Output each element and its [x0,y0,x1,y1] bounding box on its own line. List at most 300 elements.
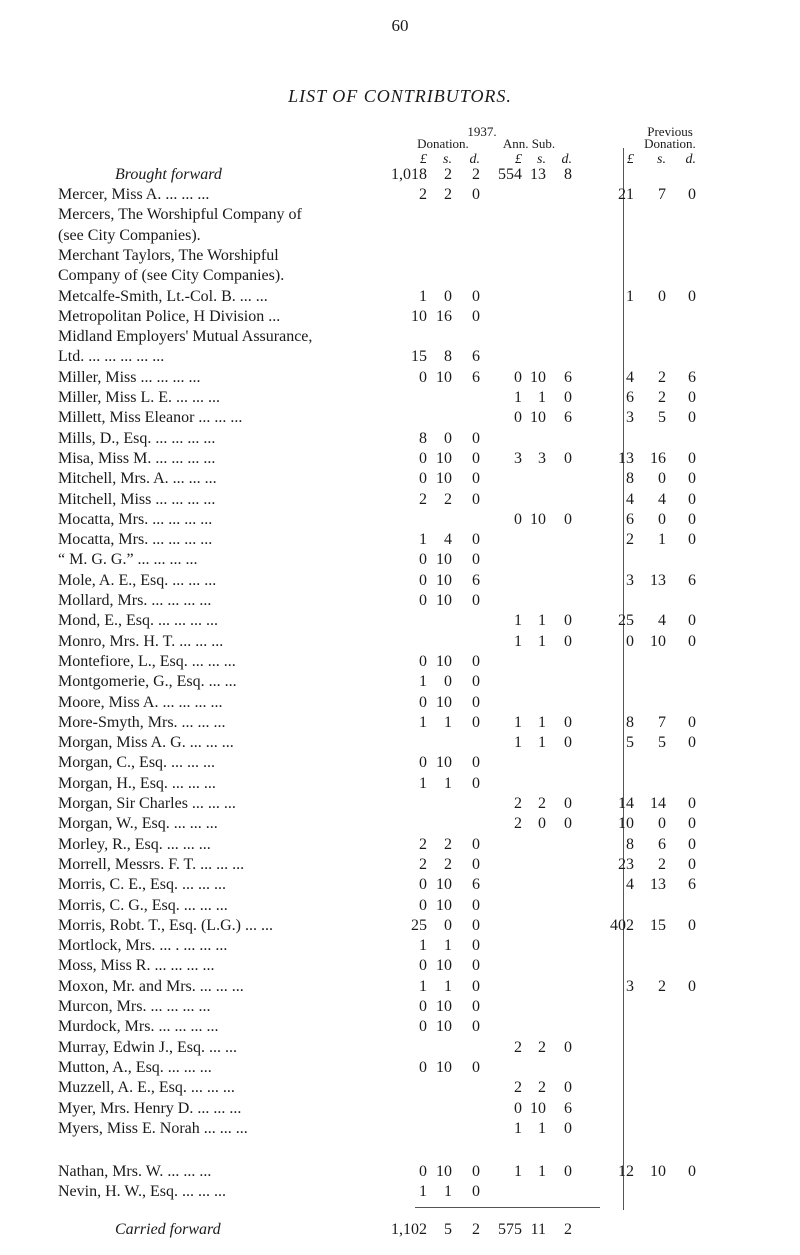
list-item [0,875,800,895]
annsub-shillings: 3 [538,449,546,467]
donation-shillings: 1 [444,977,452,995]
previous-pence: 0 [688,1163,696,1180]
carried-forward-label: Carried forward [115,1221,221,1238]
donation-pence: 6 [472,571,480,589]
donation-pence: 0 [472,592,480,609]
contributor-name: Mond, E., Esq. ... ... ... ... [58,612,218,630]
previous-pence: 0 [688,977,696,995]
previous-shillings: 5 [658,734,666,752]
bf-annsub-pounds: 554 [498,166,522,183]
donation-shillings: 1 [444,774,452,792]
header-previous-donation: Donation. [644,136,696,151]
previous-pence: 0 [688,713,696,731]
page-title: LIST OF CONTRIBUTORS. [288,86,512,106]
annsub-pence: 0 [564,1038,572,1056]
donation-pence: 0 [472,937,480,955]
cf-donation-pounds: 1,102 [391,1221,427,1238]
previous-shillings: 0 [658,287,666,305]
contributor-name: Misa, Miss M. ... ... ... ... [58,449,216,467]
previous-shillings: 4 [658,490,666,508]
annsub-pounds: 1 [514,1119,522,1137]
donation-pounds: 0 [419,957,427,975]
previous-shillings: 1 [658,531,666,549]
annsub-pence: 0 [564,1163,572,1180]
donation-pence: 6 [472,368,480,386]
contributor-name: Myer, Mrs. Henry D. ... ... ... [58,1099,242,1117]
contributor-name: Mercers, The Worshipful Company of [58,206,302,224]
header-ann-sub: Ann. Sub. [502,136,556,151]
previous-pence: 0 [688,510,696,528]
previous-pounds: 4 [626,490,634,508]
previous-pence: 0 [688,795,696,812]
list-item [0,429,800,449]
contributor-name: Mercer, Miss A. ... ... ... [58,186,210,203]
donation-pounds: 0 [419,896,427,914]
previous-pounds: 8 [626,713,634,731]
donation-pounds: 15 [411,348,427,366]
donation-pounds: 1 [419,937,427,955]
previous-pence: 0 [688,490,696,508]
annsub-pence: 0 [564,612,572,630]
contributor-name: Morgan, C., Esq. ... ... ... [58,754,216,772]
list-item [0,632,800,652]
list-item [0,916,800,936]
previous-pounds: 14 [618,795,634,812]
donation-pence: 0 [472,287,480,305]
donation-shillings: 0 [444,429,452,447]
contributor-name: Montgomerie, G., Esq. ... ... [58,673,237,691]
annsub-pounds: 1 [514,734,522,752]
unit-pound: £ [627,152,634,167]
contributor-name: Mortlock, Mrs. ... . ... ... ... [58,937,228,955]
donation-pence: 0 [472,916,480,934]
annsub-pence: 6 [564,368,572,386]
donation-pence: 0 [472,1058,480,1076]
previous-shillings: 7 [658,186,666,203]
donation-shillings: 10 [436,998,452,1015]
donation-shillings: 10 [436,470,452,488]
unit-pence: d. [685,152,696,167]
list-item [0,672,800,692]
annsub-pounds: 0 [514,1099,522,1117]
donation-shillings: 10 [436,592,452,609]
annsub-pounds: 2 [514,1079,522,1097]
annsub-shillings: 1 [538,734,546,752]
list-item [0,1099,800,1119]
contributor-name: Ltd. ... ... ... ... ... [58,348,165,366]
donation-pence: 0 [472,998,480,1015]
donation-pounds: 0 [419,470,427,488]
list-item [0,1017,800,1037]
donation-shillings: 10 [436,652,452,670]
annsub-pounds: 1 [514,389,522,406]
donation-pounds: 1 [419,287,427,305]
cf-donation-pence: 2 [472,1221,480,1238]
donation-shillings: 1 [444,937,452,955]
donation-pounds: 0 [419,1163,427,1180]
annsub-shillings: 0 [538,815,546,833]
previous-pounds: 23 [618,855,634,873]
list-item [0,956,800,976]
contributor-name: Montefiore, L., Esq. ... ... ... [58,652,236,670]
donation-shillings: 10 [436,1163,452,1180]
contributor-name: Monro, Mrs. H. T. ... ... ... [58,632,224,650]
donation-pence: 0 [472,855,480,873]
previous-pence: 6 [688,876,696,894]
list-item [0,205,800,225]
bf-donation-pounds: 1,018 [391,166,427,183]
previous-shillings: 2 [658,855,666,873]
donation-pence: 0 [472,977,480,995]
donation-pounds: 2 [419,855,427,873]
annsub-pence: 0 [564,815,572,833]
previous-pounds: 3 [626,977,634,995]
contributor-name: Morris, Robt. T., Esq. (L.G.) ... ... [58,916,273,934]
unit-pound: £ [420,152,427,167]
donation-pence: 0 [472,186,480,203]
previous-pounds: 4 [626,368,634,386]
contributor-name: Moss, Miss R. ... ... ... ... [58,957,215,975]
carried-forward-row [0,1220,800,1240]
previous-shillings: 15 [650,916,666,934]
donation-pence: 0 [472,774,480,792]
donation-pence: 0 [472,835,480,853]
contributor-name: Nevin, H. W., Esq. ... ... ... [58,1183,226,1201]
annsub-shillings: 2 [538,795,546,812]
donation-pence: 0 [472,1183,480,1201]
previous-pence: 0 [688,734,696,752]
donation-shillings: 10 [436,368,452,386]
previous-shillings: 2 [658,368,666,386]
previous-shillings: 5 [658,409,666,427]
contributor-name: Mollard, Mrs. ... ... ... ... [58,592,212,609]
previous-shillings: 4 [658,612,666,630]
donation-shillings: 10 [436,896,452,914]
annsub-pounds: 1 [514,713,522,731]
contributor-name: Murcon, Mrs. ... ... ... ... [58,998,211,1015]
previous-pence: 0 [688,449,696,467]
previous-pounds: 6 [626,389,634,406]
annsub-pounds: 3 [514,449,522,467]
contributor-name: Morrell, Messrs. F. T. ... ... ... [58,855,245,873]
donation-shillings: 1 [444,713,452,731]
list-item [0,835,800,855]
donation-shillings: 0 [444,916,452,934]
previous-pounds: 402 [610,916,634,934]
donation-pounds: 1 [419,713,427,731]
previous-shillings: 10 [650,632,666,650]
list-item [0,693,800,713]
contributor-name: Midland Employers' Mutual Assurance, [58,328,313,346]
previous-shillings: 13 [650,876,666,894]
previous-pounds: 5 [626,734,634,752]
donation-pounds: 0 [419,551,427,569]
page-number: 60 [391,16,409,35]
donation-pounds: 0 [419,693,427,711]
header-previous: Previous [647,124,693,139]
previous-pounds: 12 [618,1163,634,1180]
previous-pence: 0 [688,186,696,203]
donation-shillings: 1 [444,1183,452,1201]
annsub-pence: 6 [564,1099,572,1117]
previous-shillings: 10 [650,1163,666,1180]
unit-pound: £ [515,152,522,167]
donation-pounds: 0 [419,998,427,1015]
contributor-name: Morley, R., Esq. ... ... ... [58,835,211,853]
list-item [0,490,800,510]
contributor-name: “ M. G. G.” ... ... ... ... [58,551,198,569]
donation-pounds: 1 [419,774,427,792]
donation-pence: 0 [472,531,480,549]
list-item [0,611,800,631]
list-item [0,571,800,591]
donation-pence: 0 [472,470,480,488]
previous-pounds: 4 [626,876,634,894]
header-donation: Donation. [417,136,469,151]
previous-pounds: 2 [626,531,634,549]
contributor-name: Myers, Miss E. Norah ... ... ... [58,1119,248,1137]
previous-shillings: 6 [658,835,666,853]
contributor-name: Metcalfe-Smith, Lt.-Col. B. ... ... [58,287,268,305]
list-item [0,652,800,672]
bf-donation-pence: 2 [472,166,480,183]
donation-pounds: 0 [419,449,427,467]
annsub-shillings: 1 [538,389,546,406]
list-item [0,327,800,347]
previous-pounds: 6 [626,510,634,528]
list-item [0,1182,800,1202]
donation-shillings: 8 [444,348,452,366]
donation-pence: 0 [472,673,480,691]
list-item [0,368,800,388]
unit-shilling: s. [657,152,666,167]
header-year: 1937. [467,124,497,139]
donation-shillings: 10 [436,693,452,711]
unit-shilling: s. [443,152,452,167]
previous-pounds: 3 [626,409,634,427]
donation-pence: 0 [472,551,480,569]
previous-pence: 0 [688,612,696,630]
donation-shillings: 10 [436,1018,452,1036]
donation-pounds: 0 [419,571,427,589]
annsub-shillings: 1 [538,1163,546,1180]
donation-pounds: 2 [419,186,427,203]
unit-pence: d. [469,152,480,167]
annsub-shillings: 1 [538,1119,546,1137]
donation-pence: 0 [472,307,480,325]
list-item [0,794,800,814]
donation-pounds: 8 [419,429,427,447]
list-item [0,713,800,733]
donation-pence: 0 [472,896,480,914]
contributor-name: Miller, Miss L. E. ... ... ... [58,389,221,406]
previous-shillings: 2 [658,389,666,406]
cf-annsub-pounds: 575 [498,1221,522,1238]
previous-pence: 0 [688,815,696,833]
annsub-pence: 0 [564,734,572,752]
brought-forward-label: Brought forward [115,166,222,183]
contributor-name: Company of (see City Companies). [58,267,285,285]
contributor-name: Mills, D., Esq. ... ... ... ... [58,429,216,447]
list-item [0,550,800,570]
list-item [0,733,800,753]
contributor-name: Mutton, A., Esq. ... ... ... [58,1058,212,1076]
list-item [0,347,800,367]
contributor-name: Mitchell, Mrs. A. ... ... ... [58,470,217,488]
previous-shillings: 0 [658,510,666,528]
annsub-shillings: 10 [530,510,546,528]
contributor-name: Miller, Miss ... ... ... ... [58,368,201,386]
contributor-name: Merchant Taylors, The Worshipful [58,246,279,264]
previous-pence: 0 [688,531,696,549]
cf-annsub-pence: 2 [564,1221,572,1238]
annsub-pounds: 2 [514,795,522,812]
list-item [0,936,800,956]
contributor-name: Morgan, W., Esq. ... ... ... [58,815,218,833]
annsub-pounds: 0 [514,368,522,386]
previous-pounds: 3 [626,571,634,589]
previous-pence: 6 [688,571,696,589]
donation-pounds: 0 [419,652,427,670]
list-item [0,287,800,307]
bf-donation-shillings: 2 [444,166,452,183]
list-item [0,855,800,875]
list-item [0,530,800,550]
contributor-name: Mole, A. E., Esq. ... ... ... [58,571,217,589]
previous-shillings: 16 [650,449,666,467]
contributor-name: Moxon, Mr. and Mrs. ... ... ... [58,977,244,995]
donation-pence: 0 [472,1018,480,1036]
donation-pounds: 0 [419,1018,427,1036]
donation-shillings: 2 [444,855,452,873]
list-item [0,408,800,428]
donation-pence: 0 [472,449,480,467]
brought-forward-row [0,165,800,185]
list-item [0,977,800,997]
donation-pounds: 1 [419,531,427,549]
list-item [0,1078,800,1098]
cf-donation-shillings: 5 [444,1221,452,1238]
donation-pence: 0 [472,754,480,772]
annsub-shillings: 2 [538,1079,546,1097]
donation-shillings: 2 [444,835,452,853]
donation-pounds: 0 [419,754,427,772]
contributor-name: Murray, Edwin J., Esq. ... ... [58,1038,237,1056]
donation-shillings: 2 [444,490,452,508]
list-item [0,753,800,773]
annsub-pence: 6 [564,409,572,427]
donation-pounds: 0 [419,1058,427,1076]
donation-pounds: 1 [419,977,427,995]
contributor-name: Morris, C. G., Esq. ... ... ... [58,896,228,914]
list-item [0,307,800,327]
previous-shillings: 2 [658,977,666,995]
donation-shillings: 10 [436,571,452,589]
list-item [0,246,800,266]
previous-pence: 0 [688,287,696,305]
donation-shillings: 10 [436,449,452,467]
donation-pence: 0 [472,652,480,670]
donation-pounds: 0 [419,592,427,609]
annsub-shillings: 1 [538,612,546,630]
donation-pounds: 10 [411,307,427,325]
list-item [0,896,800,916]
contributor-name: Moore, Miss A. ... ... ... ... [58,693,223,711]
list-item [0,266,800,286]
previous-pounds: 1 [626,287,634,305]
previous-shillings: 14 [650,795,666,812]
list-item [0,997,800,1017]
annsub-shillings: 1 [538,632,546,650]
contributor-name: Muzzell, A. E., Esq. ... ... ... [58,1079,235,1097]
annsub-shillings: 2 [538,1038,546,1056]
previous-pence: 0 [688,835,696,853]
contributor-name: Mitchell, Miss ... ... ... ... [58,490,216,508]
donation-pence: 6 [472,876,480,894]
donation-pence: 0 [472,490,480,508]
annsub-pounds: 1 [514,1163,522,1180]
donation-shillings: 10 [436,876,452,894]
donation-pence: 0 [472,1163,480,1180]
previous-pence: 0 [688,389,696,406]
previous-pence: 0 [688,855,696,873]
annsub-pence: 0 [564,1119,572,1137]
annsub-pounds: 0 [514,510,522,528]
donation-pence: 0 [472,713,480,731]
previous-pence: 0 [688,632,696,650]
donation-pence: 0 [472,693,480,711]
previous-shillings: 0 [658,470,666,488]
donation-pounds: 1 [419,673,427,691]
donation-shillings: 0 [444,673,452,691]
annsub-shillings: 10 [530,409,546,427]
annsub-pence: 0 [564,510,572,528]
previous-pounds: 21 [618,186,634,203]
contributor-name: More-Smyth, Mrs. ... ... ... [58,713,226,731]
donation-pence: 0 [472,957,480,975]
list-item [0,774,800,794]
previous-pounds: 25 [618,612,634,630]
sum-rule [415,1207,600,1208]
previous-pence: 0 [688,470,696,488]
annsub-pounds: 2 [514,815,522,833]
list-item [0,814,800,834]
previous-pounds: 13 [618,449,634,467]
annsub-shillings: 1 [538,713,546,731]
contributor-name: Morris, C. E., Esq. ... ... ... [58,876,226,894]
previous-pence: 0 [688,916,696,934]
donation-pounds: 0 [419,368,427,386]
donation-shillings: 10 [436,551,452,569]
contributor-name: Morgan, Miss A. G. ... ... ... [58,734,234,752]
annsub-pounds: 1 [514,612,522,630]
donation-pence: 0 [472,429,480,447]
annsub-pounds: 2 [514,1038,522,1056]
annsub-pence: 0 [564,449,572,467]
donation-shillings: 10 [436,754,452,772]
annsub-pence: 0 [564,795,572,812]
annsub-shillings: 10 [530,1099,546,1117]
list-item [0,1119,800,1139]
annsub-shillings: 10 [530,368,546,386]
donation-shillings: 0 [444,287,452,305]
previous-pounds: 10 [618,815,634,833]
donation-shillings: 4 [444,531,452,549]
contributor-name: (see City Companies). [58,226,201,244]
annsub-pence: 0 [564,632,572,650]
contributor-name: Morgan, H., Esq. ... ... ... [58,774,216,792]
donation-pounds: 0 [419,876,427,894]
